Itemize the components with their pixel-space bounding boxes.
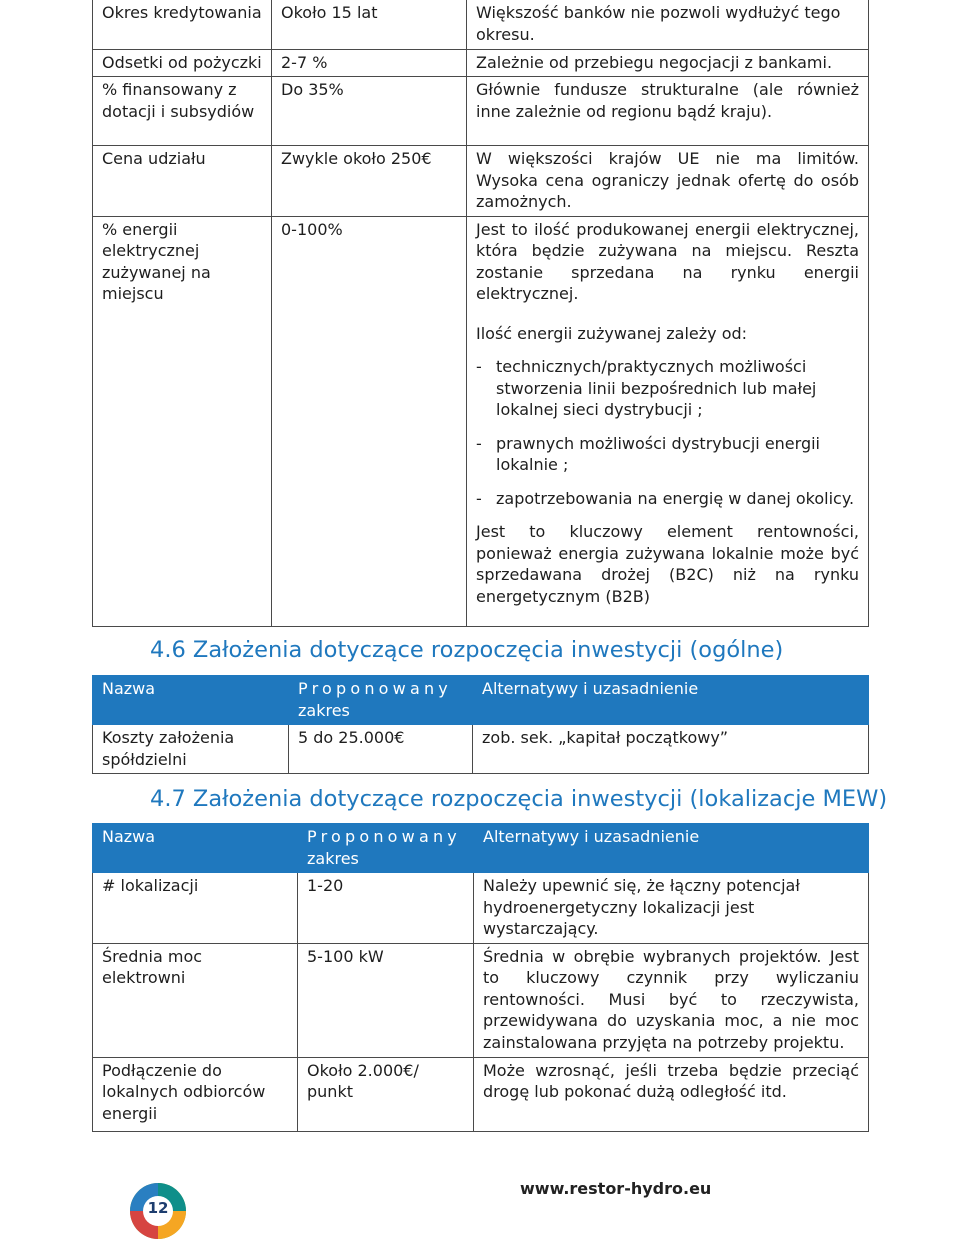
header-name: Nazwa <box>93 676 289 725</box>
notes-paragraph: Jest to ilość produkowanej energii elektrycznej, która będzie zużywana na miejscu. Reszta zostanie sprzedana na rynku energii elektrycznej. <box>476 219 859 303</box>
header-notes: Alternatywy i uzasadnienie <box>474 824 869 873</box>
row-notes: Należy upewnić się, że łączny potencjał hydroenergetyczny lokalizacji jest wystarczający. <box>474 873 869 944</box>
notes-paragraph: Ilość energii zużywanej zależy od: <box>476 323 748 343</box>
table-row <box>93 1057 869 1131</box>
row-name: % energii elektrycznej zużywanej na miejscu <box>93 216 272 626</box>
list-item-text: zapotrzebowania na energię w danej okolicy. <box>496 488 855 508</box>
row-notes: Może wzrosnąć, jeśli trzeba będzie przeciąć drogę lub pokonać dużą odległość itd. <box>474 1057 869 1131</box>
financing-assumptions-table <box>92 0 869 627</box>
row-name: % finansowany z dotacji i subsydiów <box>93 77 272 146</box>
row-name: Koszty założenia spółdzielni <box>93 725 289 774</box>
list-dash: - <box>476 488 482 508</box>
header-name: Nazwa <box>93 824 298 873</box>
row-range: 5 do 25.000€ <box>289 725 473 774</box>
section-title: 4.7 Założenia dotyczące rozpoczęcia inwestycji (lokalizacje MEW) <box>150 786 888 812</box>
row-range: 2-7 % <box>272 49 467 77</box>
row-name: Odsetki od pożyczki <box>93 49 272 77</box>
row-notes: zob. sek. „kapitał początkowy” <box>473 725 869 774</box>
footer-url: www.restor-hydro.eu <box>520 1179 712 1198</box>
list-item <box>476 433 859 476</box>
table-row <box>93 77 869 146</box>
table-header-row <box>93 824 869 873</box>
table-row <box>93 873 869 944</box>
location-assumptions-table <box>92 823 869 1132</box>
table-row <box>93 943 869 1057</box>
row-notes: W większości krajów UE nie ma limitów. Wysoka cena ograniczy jednak ofertę do osób zamożnych. <box>467 146 869 217</box>
section-title: 4.6 Założenia dotyczące rozpoczęcia inwestycji (ogólne) <box>150 637 784 663</box>
row-notes: Zależnie od przebiegu negocjacji z bankami. <box>467 49 869 77</box>
header-range <box>298 824 474 873</box>
row-range: Zwykle około 250€ <box>272 146 467 217</box>
list-item-text: technicznych/praktycznych możliwości stworzenia linii bezpośrednich lub małej lokalnej sieci dystrybucji ; <box>496 357 817 419</box>
table-header-row <box>93 676 869 725</box>
header-range-line2: zakres <box>298 700 350 720</box>
row-range: 0-100% <box>272 216 467 626</box>
row-name: Cena udziału <box>93 146 272 217</box>
table-row <box>93 0 869 49</box>
header-range-line2: zakres <box>307 848 359 868</box>
row-range: 5-100 kW <box>298 943 474 1057</box>
row-name: Podłączenie do lokalnych odbiorców energii <box>93 1057 298 1131</box>
table-row <box>93 725 869 774</box>
table-row <box>93 146 869 217</box>
row-notes <box>467 216 869 626</box>
list-dash: - <box>476 357 482 376</box>
row-notes: Średnia w obrębie wybranych projektów. Jest to kluczowy czynnik przy wyliczaniu rentowności. Musi być to rzeczywista, przewidywana do uzyskania moc, a nie moc zainstalowana przyjęta na potrzeby projektu. <box>474 943 869 1057</box>
header-range <box>289 676 473 725</box>
row-range: 1-20 <box>298 873 474 944</box>
table-row <box>93 216 869 626</box>
notes-paragraph: Jest to kluczowy element rentowności, ponieważ energia zużywana lokalnie może być sprzedawana drożej (B2C) niż na rynku energetycznym (B2B) <box>476 522 859 606</box>
header-range-line1: Proponowany <box>307 827 461 846</box>
header-range-line1: Proponowany <box>298 679 452 698</box>
row-name: # lokalizacji <box>93 873 298 944</box>
row-name: Okres kredytowania <box>93 0 272 49</box>
list-dash: - <box>476 433 482 453</box>
row-notes: Głównie fundusze strukturalne (ale również inne zależnie od regionu bądź kraju). <box>467 77 869 146</box>
page-number-badge <box>129 1182 187 1240</box>
table-row <box>93 49 869 77</box>
list-item <box>476 356 859 421</box>
header-notes: Alternatywy i uzasadnienie <box>473 676 869 725</box>
row-range: Około 15 lat <box>272 0 467 49</box>
row-range: Do 35% <box>272 77 467 146</box>
row-name: Średnia moc elektrowni <box>93 943 298 1057</box>
list-item-text: prawnych możliwości dystrybucji energii lokalnie ; <box>496 433 820 474</box>
list-item <box>476 488 859 510</box>
page-number: 12 <box>147 1199 169 1217</box>
general-assumptions-table <box>92 675 869 774</box>
row-notes: Większość banków nie pozwoli wydłużyć tego okresu. <box>467 0 869 49</box>
row-range: Około 2.000€/ punkt <box>298 1057 474 1131</box>
